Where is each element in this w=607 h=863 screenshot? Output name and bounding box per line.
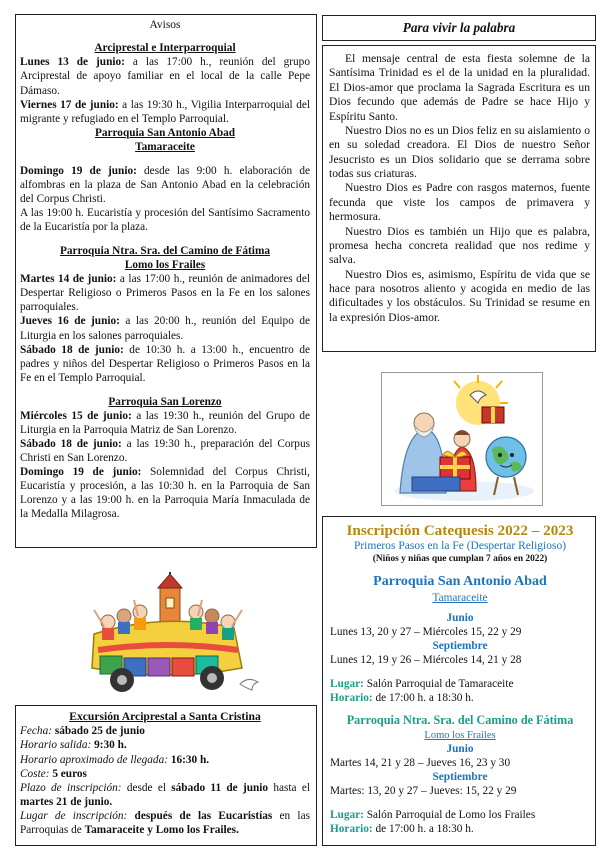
- cateq-fatima-month-1: Junio: [446, 742, 474, 755]
- catequesis-box: [322, 516, 596, 846]
- excursion-plazo: Plazo de inscripción: desde el sábado 11 de junio hasta el martes 21 de junio.: [20, 781, 310, 808]
- avisos-box: [15, 14, 317, 548]
- catequesis-title: Inscripción Catequesis 2022 – 2023: [346, 522, 574, 539]
- palabra-box: [322, 45, 596, 352]
- cateq-fatima-horario: Horario: de 17:00 h. a 18:30 h.: [330, 822, 474, 835]
- children-church-bus-illustration-icon: [64, 572, 272, 702]
- excursion-salida: Horario salida: 9:30 h.: [20, 739, 127, 752]
- san-antonio-item-2: A las 19:00 h. Eucaristía y procesión del Santísimo Sacramento de la Eucaristía por la plaza.: [20, 207, 310, 234]
- cateq-fatima-name: Parroquia Ntra. Sra. del Camino de Fátima: [346, 713, 574, 728]
- san-antonio-title: Parroquia San Antonio Abad: [94, 126, 236, 139]
- fatima-item-2: Jueves 16 de junio: a las 20:00 h., reunión del Equipo de Liturgia en los salones parroquiales.: [20, 315, 311, 342]
- arciprestal-item-1: Lunes 13 de junio: a las 17:00 h., reunión del grupo Arciprestal de apoyo familiar en el local de la calle Pepe Dámaso.: [20, 56, 310, 97]
- excursion-llegada: Horario aproximado de llegada: 16:30 h.: [20, 753, 210, 766]
- fatima-title: Parroquia Ntra. Sra. del Camino de Fátima: [59, 245, 271, 258]
- cateq-fatima-month-2: Septiembre: [432, 770, 488, 783]
- excursion-lugar: Lugar de inscripción: después de las Eucaristías en las Parroquias de Tamaraceite y Lomo los Frailes.: [20, 809, 310, 836]
- cateq-san-antonio-name: Parroquia San Antonio Abad: [373, 574, 547, 590]
- arciprestal-item-2: Viernes 17 de junio: a las 19:30 h., Vigilia Interparroquial del migrante y refugiado en el Templo Parroquial.: [20, 98, 310, 125]
- avisos-header: Avisos: [149, 19, 181, 31]
- cateq-san-antonio-month-1: Junio: [446, 611, 474, 624]
- palabra-paragraph-3: Nuestro Dios es Padre con rasgos maternos, fuente fecunda que viste los campos de primavera y hermosura.: [329, 181, 590, 224]
- excursion-box: [15, 705, 317, 846]
- fatima-subtitle: Lomo los Frailes: [124, 259, 206, 272]
- palabra-header: Para vivir la palabra: [322, 15, 596, 41]
- catequesis-note: (Niños y niñas que cumplan 7 años en 2022): [372, 553, 548, 564]
- cateq-san-antonio-lugar: Lugar: Salón Parroquial de Tamaraceite: [330, 678, 514, 691]
- excursion-title: Excursión Arciprestal a Santa Cristina: [69, 710, 261, 723]
- palabra-paragraph-5: Nuestro Dios es, asimismo, Espíritu de vida que se hace para nosotros aliento y acogida en medio de las dificultades y los obstáculos. Su Trinidad se resume en la expresión Dios-amor.: [329, 267, 590, 324]
- fatima-item-3: Sábado 18 de junio: de 10:30 h. a 13:00 h., encuentro de padres y niños del Despertar Religioso o Primeros Pasos en la Fe en el Templo Parroquial.: [20, 343, 310, 384]
- excursion-coste: Coste: 5 euros: [20, 767, 87, 780]
- palabra-paragraph-1: El mensaje central de esta fiesta solemne de la Santísima Trinidad es el de la unidad en la pluralidad. El Dios-amor que proclama la Sagrada Escritura es un Dios fecundo que además de Padre se hace Hijo y Espíritu Santo.: [329, 52, 590, 123]
- cateq-san-antonio-place: Tamaraceite: [432, 591, 488, 604]
- san-lorenzo-title: Parroquia San Lorenzo: [108, 395, 222, 408]
- cateq-san-antonio-line-1: Lunes 13, 20 y 27 – Miércoles 15, 22 y 29: [330, 626, 522, 639]
- cateq-san-antonio-month-2: Septiembre: [432, 640, 488, 653]
- fatima-item-1: Martes 14 de junio: a las 17:00 h., reunión de animadores del Despertar Religioso o Primeros Pasos en la Fe en los salones parroquiales.: [20, 273, 310, 314]
- cateq-fatima-line-2: Martes: 13, 20 y 27 – Jueves: 15, 22 y 29: [330, 784, 517, 797]
- cateq-san-antonio-horario: Horario: de 17:00 h. a 18:30 h.: [330, 692, 474, 705]
- palabra-paragraph-4: Nuestro Dios es también un Hijo que es palabra, promesa hecha concreta realidad que nos redime y salva.: [329, 224, 590, 267]
- cateq-fatima-line-1: Martes 14, 21 y 28 – Jueves 16, 23 y 30: [330, 756, 511, 769]
- palabra-paragraph-2: Nuestro Dios no es un Dios feliz en su aislamiento o en su soledad creadora. El Dios de nuestro Señor Jesucristo es un Dios solidario que se derrama sobre todas sus criaturas.: [329, 123, 590, 180]
- arciprestal-title: Arciprestal e Interparroquial: [94, 42, 236, 55]
- san-antonio-subtitle: Tamaraceite: [135, 140, 195, 153]
- catequesis-subtitle: Primeros Pasos en la Fe (Despertar Religioso): [353, 540, 567, 553]
- cateq-san-antonio-line-2: Lunes 12, 19 y 26 – Miércoles 14, 21 y 28: [330, 654, 522, 667]
- excursion-fecha: Fecha: sábado 25 de junio: [20, 725, 145, 738]
- san-lorenzo-item-3: Domingo 19 de junio: Solemnidad del Corpus Christi, Eucaristía y procesión, a las 10:30 h. en la Parroquia de San Lorenzo y a las 19:00 h. en la Parroquia María Inmaculada de la Medalla Milagrosa.: [20, 466, 310, 521]
- cateq-fatima-place: Lomo los Frailes: [424, 729, 496, 741]
- san-lorenzo-item-1: Miércoles 15 de junio: a las 19:30 h., reunión del Grupo de Liturgia en la Parroquia Matriz de San Lorenzo.: [20, 409, 311, 436]
- san-lorenzo-item-2: Sábado 18 de junio: a las 19:30 h., preparación del Corpus Christi en San Lorenzo.: [20, 437, 310, 464]
- san-antonio-item-1: Domingo 19 de junio: desde las 9:00 h. elaboración de alfombras en la plaza de San Antonio Abad en la celebración del Corpus Christi.: [20, 164, 310, 205]
- cateq-fatima-lugar: Lugar: Salón Parroquial de Lomo los Frailes: [330, 808, 536, 821]
- trinity-gift-illustration-icon: [381, 372, 543, 506]
